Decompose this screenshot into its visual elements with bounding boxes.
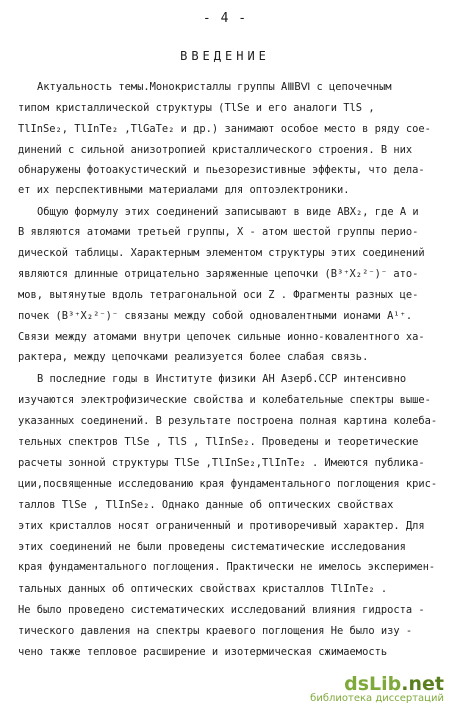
text-line: указанных соединений. В результате построена полная картина колеба- <box>18 415 438 427</box>
text-line: Связи между атомами внутри цепочек сильные ионно-ковалентного ха- <box>18 331 425 343</box>
text-line: почек (В³⁺Х₂²⁻)⁻ связаны между собой одновалентными ионами А¹⁺. <box>18 310 413 322</box>
text-line: таллов TlSe , TlInSe₂. Однако данные об оптических свойствах <box>18 499 394 511</box>
text-line: рактера, между цепочками реализуется более слабая связь. <box>18 351 369 363</box>
text-line: ции,посвященные исследованию края фундаментального поглощения крис- <box>18 478 438 490</box>
text-line: В являются атомами третьей группы, Х - атом шестой группы перио- <box>18 226 419 238</box>
text-line: тельных спектров TlSe , TlS , TlInSe₂. Проведены и теоретические <box>18 436 419 448</box>
text-line: ет их перспективными материалами для оптоэлектроники. <box>18 184 350 196</box>
text-line: В последние годы в Институте физики АН Азерб.ССР интенсивно <box>37 373 407 385</box>
watermark-logo-domain: .net <box>401 673 444 695</box>
text-line: изучаются электрофизические свойства и колебательные спектры выше- <box>18 394 431 406</box>
text-line: тальных данных об оптических свойствах кристаллов TlInTe₂ . <box>18 583 388 595</box>
text-line: чено также тепловое расширение и изотермическая сжимаемость <box>18 646 388 658</box>
text-line: типом кристаллической структуры (TlSe и его аналоги TlS , <box>18 102 375 114</box>
text-line: мов, вытянутые вдоль тетрагональной оси Z . Фрагменты разных це- <box>18 289 419 301</box>
text-line: TlInSe₂, TlInTe₂ ,TlGaTe₂ и др.) занимают особое место в ряду сое- <box>18 123 431 135</box>
text-line: Не было проведено систематических исследований влияния гидроста - <box>18 604 425 616</box>
text-line: дической таблицы. Характерным элементом структуры этих соединений <box>18 247 425 259</box>
watermark-logo-name: dsLib <box>344 673 402 695</box>
text-line: являются длинные отрицательно заряженные цепочки (В³⁺Х₂²⁻)⁻ ато- <box>18 268 419 280</box>
text-line: Общую формулу этих соединений записывают в виде АВХ₂, где А и <box>37 206 419 218</box>
watermark-subtitle: библиотека диссертаций <box>310 693 444 704</box>
text-line: динений с сильной анизотропией кристаллического строения. В них <box>18 144 413 156</box>
text-line: обнаружены фотоакустический и пьезорезистивные эффекты, что дела- <box>18 164 425 176</box>
text-line: Актуальность темы.Монокристаллы группы АⅢВⅥ с цепочечным <box>37 81 392 93</box>
text-line: края фундаментального поглощения. Практически не имелось эксперимен- <box>18 562 436 573</box>
section-heading: ВВЕДЕНИЕ <box>180 49 270 63</box>
site-watermark <box>310 673 444 704</box>
text-line: тического давления на спектры краевого поглощения Не было изу - <box>18 625 413 637</box>
text-line: этих соединений не были проведены систематические исследования <box>18 541 406 553</box>
page-number: - 4 - <box>202 11 248 26</box>
text-line: этих кристаллов носят ограниченный и противоречивый характер. Для <box>18 520 425 532</box>
watermark-logo <box>310 673 444 695</box>
text-line: расчеты зонной структуры TlSe ,TlInSe₂,TlInTe₂ . Имеются публика- <box>18 457 425 469</box>
